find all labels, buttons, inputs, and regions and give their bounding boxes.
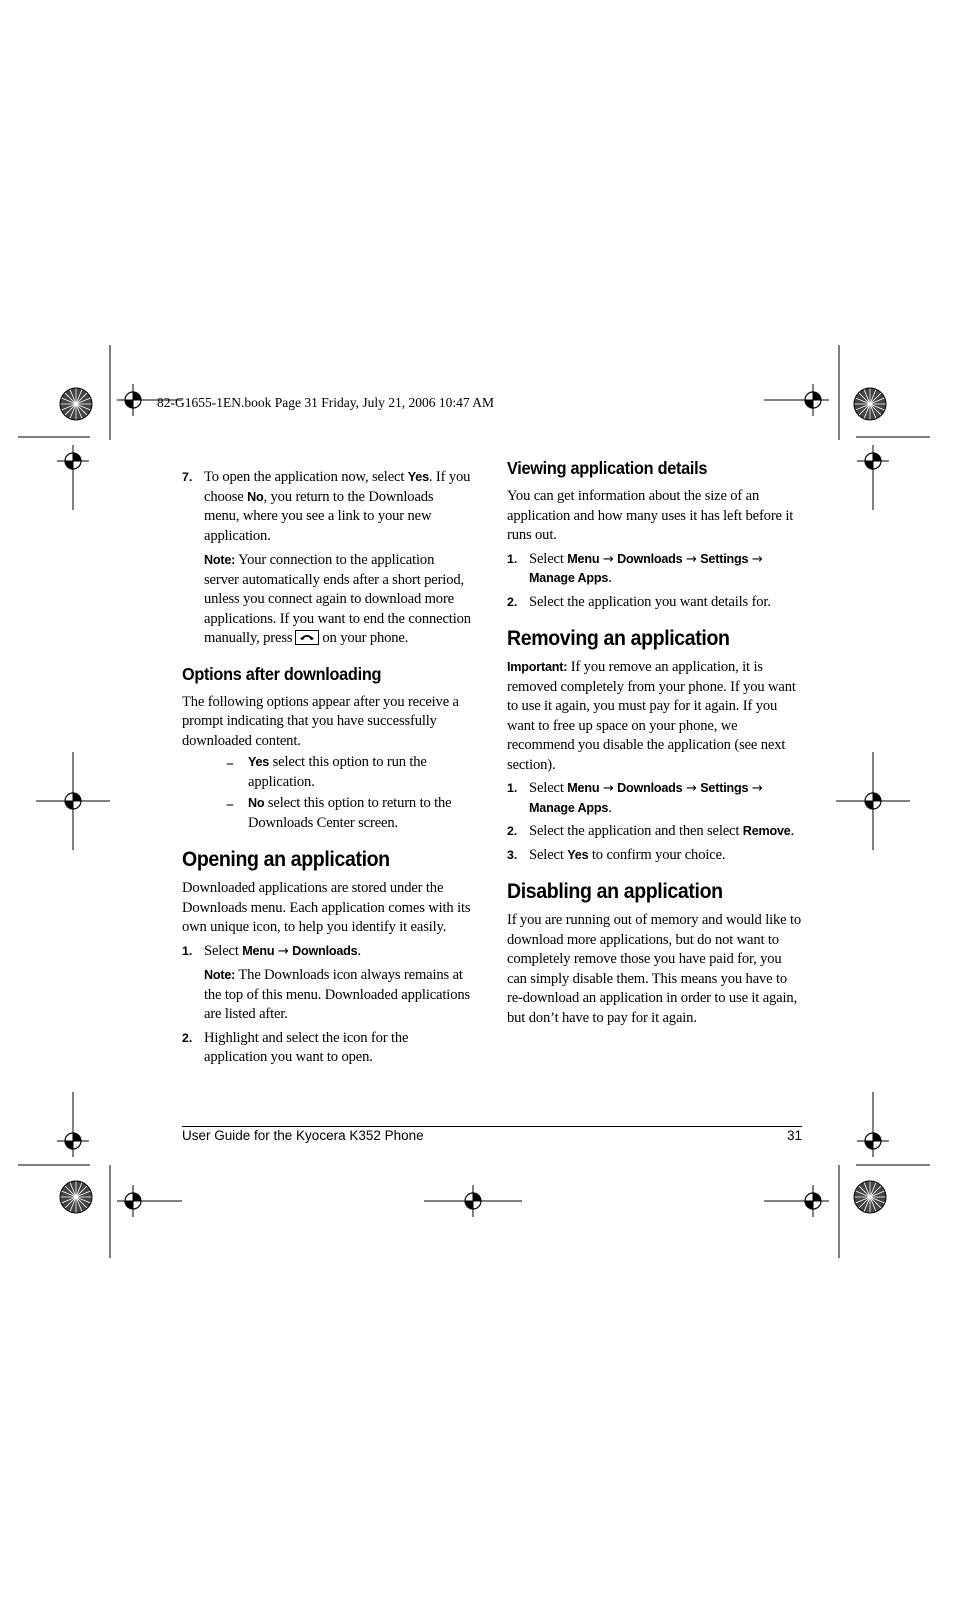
left-column xyxy=(182,464,472,1072)
view-step-1 xyxy=(507,550,802,589)
arrow: → xyxy=(751,551,763,567)
step-text xyxy=(529,550,802,589)
text: . xyxy=(608,570,612,586)
dash: – xyxy=(226,794,234,813)
step-number: 1. xyxy=(182,943,193,958)
text: Select xyxy=(529,550,568,567)
key-no: No xyxy=(247,489,264,504)
note-label: Note: xyxy=(204,968,236,982)
step-text xyxy=(529,779,802,818)
key-settings: Settings xyxy=(700,781,749,795)
step-number: 1. xyxy=(507,781,518,795)
key-yes: Yes xyxy=(567,847,589,862)
text: Select xyxy=(204,942,243,959)
opening-intro: Downloaded applications are stored under the Downloads menu. Each application comes with its own unique icon, to help you identify it easily. xyxy=(182,880,471,935)
text: . xyxy=(790,823,795,839)
text: select this option to return to the Downloads Center screen. xyxy=(248,795,452,831)
key-menu: Menu xyxy=(567,781,600,795)
key-remove: Remove xyxy=(742,824,791,838)
footer-title: User Guide for the Kyocera K352 Phone xyxy=(182,1128,424,1143)
arrow: → xyxy=(602,551,614,567)
step-text xyxy=(529,846,802,866)
step-text xyxy=(204,468,472,546)
key-menu: Menu xyxy=(567,551,600,566)
step-text xyxy=(529,822,802,842)
bullet-yes xyxy=(226,753,472,792)
important-label: Important: xyxy=(507,660,568,674)
important-note xyxy=(507,658,802,775)
step-number: 2. xyxy=(507,594,518,609)
important-text: If you remove an application, it is removed completely from your phone. If you want to use it again, you must pay for it again. If you want to free up space on your phone, we recommend you disable the application (see next section). xyxy=(507,659,796,773)
arrow: → xyxy=(277,943,289,959)
right-column xyxy=(507,458,802,1028)
arrow: → xyxy=(602,781,614,796)
open-step-1 xyxy=(182,942,472,962)
arrow: → xyxy=(685,551,697,567)
bullet-text xyxy=(248,753,472,792)
text: . xyxy=(608,799,612,816)
bullet-no xyxy=(226,794,472,833)
heading-opening-an-application: Opening an application xyxy=(182,848,390,871)
text: To open the application now, select xyxy=(204,469,408,485)
end-call-key-icon xyxy=(295,630,319,652)
step-number: 3. xyxy=(507,847,518,862)
key-downloads: Downloads xyxy=(292,943,358,958)
open-step-2 xyxy=(182,1029,472,1068)
note-text: The Downloads icon always remains at the top of this menu. Downloaded applications are listed after. xyxy=(204,967,471,1022)
text: Select xyxy=(529,780,568,796)
arrow: → xyxy=(685,781,697,796)
print-slug: 82-G1655-1EN.book Page 31 Friday, July 21, 2006 10:47 AM xyxy=(157,395,494,410)
step-text: Select the application you want details for. xyxy=(529,593,771,610)
text: . If you choose xyxy=(204,469,471,505)
disabling-text: If you are running out of memory and would like to download more applications, but do not want to completely remove those you have paid for, you can simply disable them. This means you have to re-download an application in order to use it again, but don’t have to pay for it again. xyxy=(507,912,802,1026)
text: Select xyxy=(529,846,568,863)
viewing-intro: You can get information about the size of an application and how many uses it has left before it runs out. xyxy=(507,488,794,543)
note-connection xyxy=(204,551,472,652)
key-settings: Settings xyxy=(700,551,749,566)
footer-rule xyxy=(182,1126,802,1127)
key-downloads: Downloads xyxy=(617,781,683,795)
heading-removing-an-application: Removing an application xyxy=(507,627,730,650)
note-text: on your phone. xyxy=(322,630,409,646)
key-yes: Yes xyxy=(407,470,429,484)
step-number: 2. xyxy=(182,1030,193,1045)
step-7 xyxy=(182,468,472,546)
note-text: Your connection to the application server automatically ends after a short period, unless you connect again to download more applications. If you want to end the connection manually, press xyxy=(204,552,471,646)
bullet-text xyxy=(248,794,472,833)
text: . xyxy=(357,942,361,959)
step-number: 7. xyxy=(182,470,193,484)
color-bar-star-icon xyxy=(854,1181,886,1213)
key-no: No xyxy=(248,796,265,810)
note-downloads-icon xyxy=(204,966,472,1025)
heading-options-after-downloading: Options after downloading xyxy=(182,663,382,684)
text: Select the application and then select xyxy=(529,823,743,839)
color-bar-star-icon xyxy=(60,1181,92,1213)
text: , you return to the Downloads menu, where you see a link to your new application. xyxy=(204,488,434,544)
text: select this option to run the application. xyxy=(248,754,427,790)
remove-step-1 xyxy=(507,779,802,818)
dash: – xyxy=(226,753,234,772)
options-intro: The following options appear after you receive a prompt indicating that you have successfully downloaded content. xyxy=(182,693,459,749)
remove-step-2 xyxy=(507,822,802,842)
arrow: → xyxy=(751,781,763,796)
text: to confirm your choice. xyxy=(588,846,726,863)
page-number: 31 xyxy=(786,1128,802,1143)
heading-disabling-an-application: Disabling an application xyxy=(507,880,723,903)
note-label: Note: xyxy=(204,553,236,567)
step-number: 2. xyxy=(507,824,518,838)
key-downloads: Downloads xyxy=(617,551,683,566)
heading-viewing-application-details: Viewing application details xyxy=(507,458,708,478)
key-yes: Yes xyxy=(248,755,270,769)
step-text xyxy=(204,942,472,962)
key-manage-apps: Manage Apps xyxy=(529,571,609,585)
step-number: 1. xyxy=(507,551,518,566)
step-text: Highlight and select the icon for the application you want to open. xyxy=(204,1029,409,1065)
key-menu: Menu xyxy=(242,943,275,958)
view-step-2 xyxy=(507,593,802,613)
key-manage-apps: Manage Apps xyxy=(529,800,609,815)
color-bar-star-icon xyxy=(854,388,886,420)
color-bar-star-icon xyxy=(60,388,92,420)
remove-step-3 xyxy=(507,846,802,866)
